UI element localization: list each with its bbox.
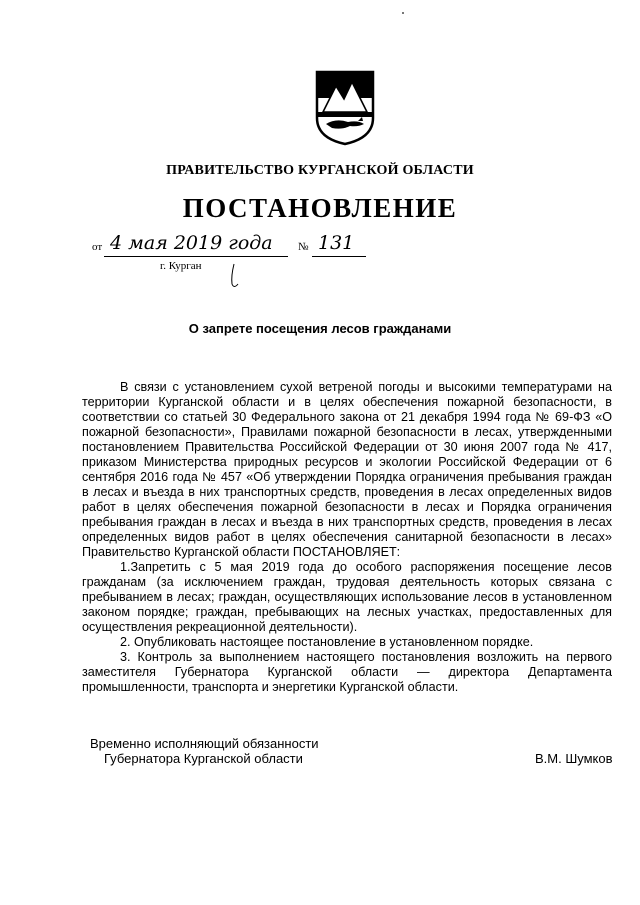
handwritten-number: 131: [318, 232, 355, 254]
body-paragraph-item-2: 2. Опубликовать настоящее постановление в установленном порядке.: [120, 635, 534, 649]
body-paragraph-item-3: 3. Контроль за выполнением настоящего постановления возложить на первого заместителя Губернатора Курганской области — директора Департамента промышленности, транспорта и энергетики Курганской области.: [82, 650, 612, 694]
signatory-name: В.М. Шумков: [535, 751, 613, 766]
date-prefix-label: от: [92, 241, 103, 253]
number-prefix-label: №: [298, 241, 309, 253]
document-subject: О запрете посещения лесов гражданами: [188, 321, 452, 336]
handwritten-stroke: [228, 262, 246, 290]
signatory-position-line-2: Губернатора Курганской области: [104, 751, 303, 766]
signatory-position: [90, 736, 319, 766]
coat-of-arms-emblem: [314, 66, 376, 146]
signatory-position-line-1: Временно исполняющий обязанности: [90, 736, 319, 751]
scan-speck: [402, 12, 404, 14]
city-label: г. Курган: [160, 260, 202, 272]
handwritten-date: 4 мая 2019 года: [110, 232, 273, 254]
document-type-title: ПОСТАНОВЛЕНИЕ: [182, 193, 458, 223]
date-underline: [104, 256, 288, 257]
body-paragraph-item-1: 1.Запретить с 5 мая 2019 года до особого распоряжения посещение лесов гражданам (за исключением граждан, трудовая деятельность которых связана с пребыванием в лесах; граждан, осуществляющих использование лесов в установленном законом порядке; граждан, пребывающих на лесных участках, предоставленных для осуществления рекреационной деятельности).: [82, 560, 612, 634]
document-body: [82, 380, 612, 695]
number-underline: [312, 256, 366, 257]
organization-name: ПРАВИТЕЛЬСТВО КУРГАНСКОЙ ОБЛАСТИ: [166, 163, 474, 178]
body-paragraph-preamble: В связи с установлением сухой ветреной погоды и высокими температурами на территории Курганской области и в целях обеспечения пожарной безопасности, в соответствии со статьей 30 Федерального закона от 21 декабря 1994 года № 69-ФЗ «О пожарной безопасности», Правилами пожарной безопасности в лесах, утвержденными постановлением Правительства Российской Федерации от 30 июня 2007 года № 417, приказом Министерства природных ресурсов и экологии Российской Федерации от 6 сентября 2016 года № 457 «Об утверждении Порядка ограничения пребывания граждан в лесах и въезда в них транспортных средств, проведения в лесах определенных видов работ в целях обеспечения пожарной безопасности в лесах и Порядка ограничения пребывания граждан в лесах и въезда в них транспортных средств, проведения в лесах определенных видов работ в целях обеспечения санитарной безопасности в лесах» Правительство Курганской области ПОСТАНОВЛЯЕТ:: [82, 380, 612, 559]
